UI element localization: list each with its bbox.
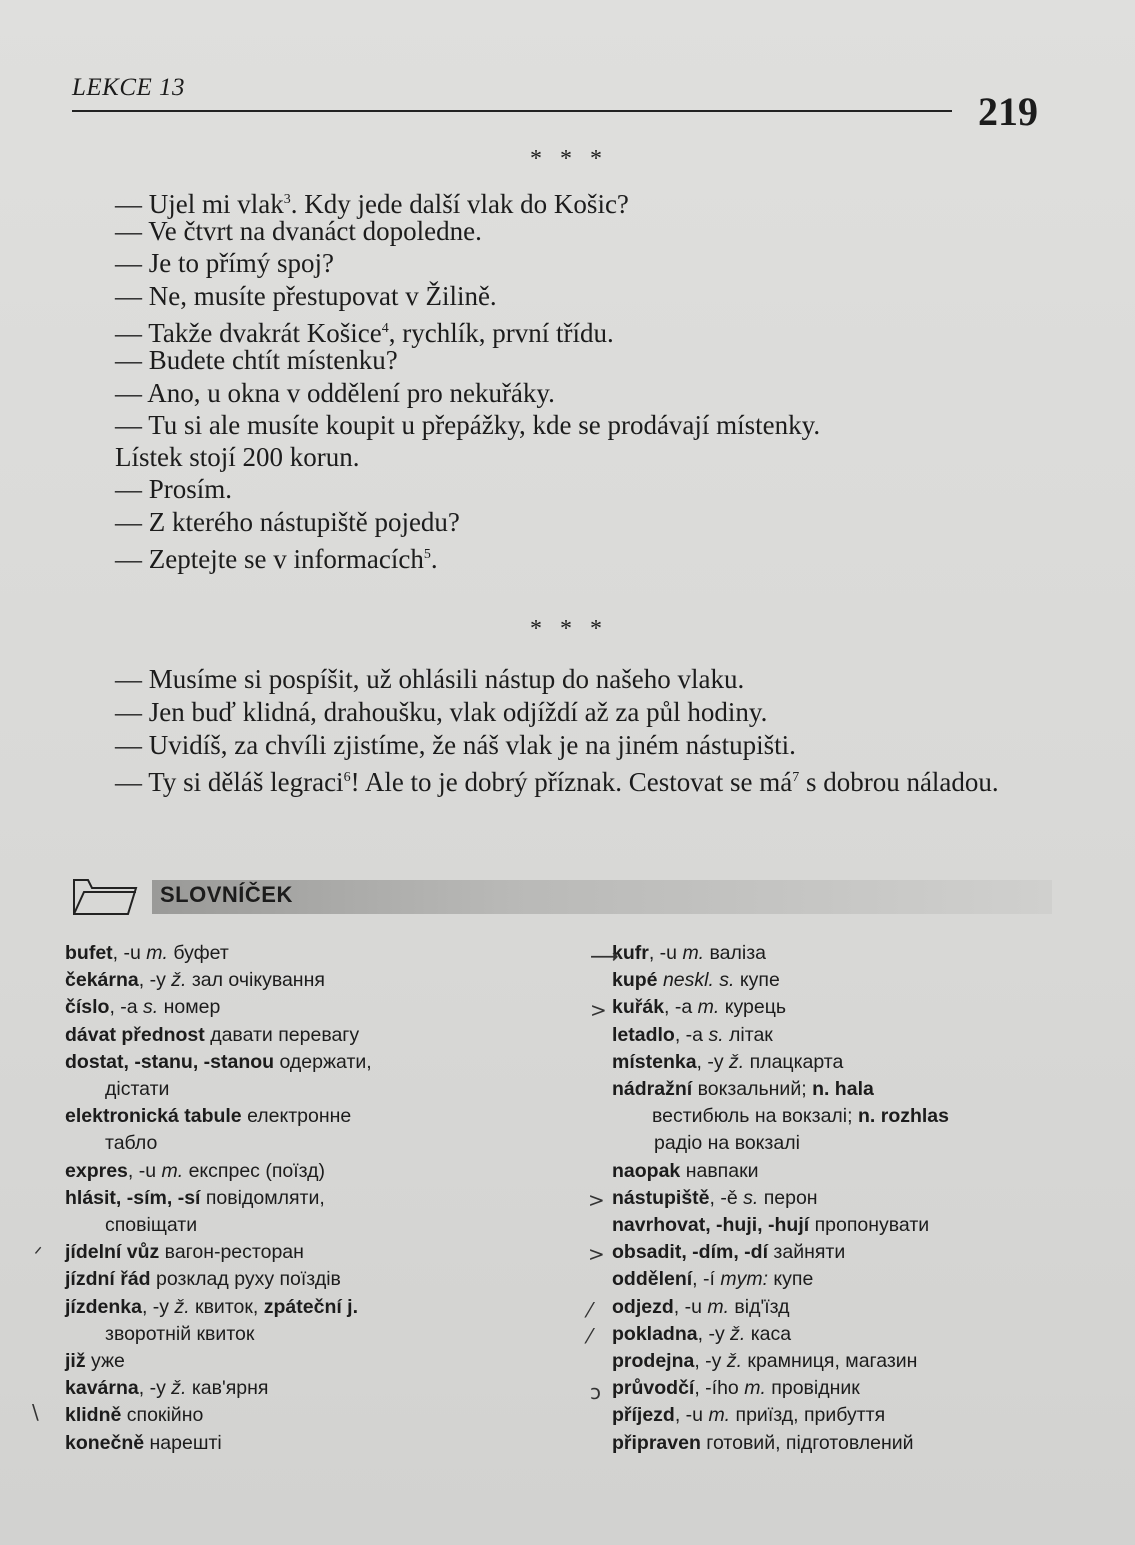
vocab-grammar: , -u xyxy=(674,1404,709,1427)
vocab-term: letadlo xyxy=(612,1023,675,1046)
vocab-term: n. hala xyxy=(812,1078,874,1101)
dialogue-text: — Tu si ale musíte koupit u přepážky, kde se prodávají místenky. xyxy=(115,410,821,440)
vocab-term: expres xyxy=(65,1159,128,1182)
vocab-term: průvodčí xyxy=(612,1377,695,1400)
vocab-translation: зайняти xyxy=(768,1241,846,1264)
vocab-entry xyxy=(612,1294,1072,1321)
vocab-entry xyxy=(612,1022,1072,1049)
vocab-translation: плацкарта xyxy=(744,1050,844,1073)
vocab-translation: дістати xyxy=(105,1078,170,1101)
vocab-grammar: , -ě xyxy=(709,1186,744,1209)
vocab-translation: навпаки xyxy=(680,1159,759,1182)
vocab-entry xyxy=(65,1266,535,1293)
vocab-continuation xyxy=(65,1321,535,1348)
vocab-entry xyxy=(65,1430,535,1457)
vocab-entry xyxy=(612,1430,1072,1457)
vocab-grammar: , -u xyxy=(648,942,683,964)
footnote-ref: 5 xyxy=(423,547,431,562)
vocab-grammar: , -ího xyxy=(694,1377,745,1400)
vocab-translation: буфет xyxy=(167,942,229,964)
vocab-gender: ž. xyxy=(174,1295,190,1318)
vocab-gender: ž. xyxy=(171,1377,187,1400)
dialogue-line xyxy=(115,216,482,247)
dialogue-line xyxy=(115,345,398,376)
dialogue-text: — Z kterého nástupiště pojedu? xyxy=(115,507,460,537)
handwritten-arrow-icon: ⁄ xyxy=(588,1298,592,1322)
vocab-grammar: , -y xyxy=(697,1322,731,1345)
vocab-translation: курець xyxy=(719,996,787,1019)
vocab-term: jízdenka xyxy=(65,1295,142,1318)
vocab-entry xyxy=(612,940,1072,967)
dialogue-line xyxy=(115,248,334,279)
dialogue-line xyxy=(115,697,767,728)
vocab-entry xyxy=(612,1266,1072,1293)
vocab-entry xyxy=(612,1402,1072,1429)
dialogue-text: — Ty si děláš legraci xyxy=(115,767,344,797)
dialogue-text: . Kdy jede další vlak do Košic? xyxy=(290,189,629,219)
dialogue-line xyxy=(115,539,438,575)
dialogue-line xyxy=(115,474,232,505)
dialogue-line xyxy=(115,730,796,761)
vocab-entry xyxy=(65,1185,535,1239)
footnote-ref: 3 xyxy=(283,192,291,207)
vocab-entry xyxy=(65,1294,535,1348)
vocab-translation: нарешті xyxy=(144,1431,222,1454)
vocab-translation: купе xyxy=(734,969,780,992)
vocabulary-right-column xyxy=(612,940,1072,1457)
vocab-gender: mym: xyxy=(720,1268,768,1291)
vocab-translation: сповіщати xyxy=(105,1214,198,1237)
dialogue-line xyxy=(115,281,497,312)
vocab-term: prodejna xyxy=(612,1350,695,1373)
vocab-term: jídelní vůz xyxy=(65,1241,160,1264)
dialogue-text: — Zeptejte se v informacích xyxy=(115,544,424,574)
handwritten-arrow-icon: ⟶ xyxy=(590,944,619,968)
vocab-term: kupé xyxy=(612,969,658,992)
vocab-translation: електронне xyxy=(241,1105,352,1128)
vocab-grammar: , -u xyxy=(127,1159,162,1182)
vocab-term: již xyxy=(65,1350,86,1373)
vocab-gender: s. xyxy=(743,1186,759,1209)
vocab-term: jízdní řád xyxy=(65,1268,151,1291)
vocab-translation: вокзальний; xyxy=(692,1078,813,1101)
vocab-grammar: , -y xyxy=(138,1377,172,1400)
section-marker: * * * xyxy=(530,616,608,642)
vocab-gender: m. xyxy=(697,996,720,1019)
vocab-translation: радіо на вокзалі xyxy=(654,1132,800,1155)
vocab-gender: ž. xyxy=(171,969,187,992)
vocab-entry xyxy=(612,1375,1072,1402)
footnote-ref: 7 xyxy=(792,770,800,785)
handwritten-mark-icon: ᐟ xyxy=(34,1242,43,1266)
footnote-ref: 6 xyxy=(343,770,351,785)
vocab-translation: купе xyxy=(768,1268,814,1291)
vocab-gender: m. xyxy=(161,1159,184,1182)
dialogue-text: Lístek stojí 200 korun. xyxy=(115,442,360,472)
vocab-entry xyxy=(612,1239,1072,1266)
vocab-entry xyxy=(65,1239,535,1266)
vocab-gender: s. xyxy=(143,996,159,1019)
vocab-term: nástupiště xyxy=(612,1186,710,1209)
vocab-term: nádražní xyxy=(612,1078,693,1101)
vocab-translation: валіза xyxy=(704,942,767,964)
vocab-entry xyxy=(612,1049,1072,1076)
vocab-term: navrhovat, -huji, -hují xyxy=(612,1214,810,1237)
vocab-grammar: , -a xyxy=(664,996,698,1019)
dialogue-text: , rychlík, první třídu. xyxy=(388,318,614,348)
vocab-entry xyxy=(612,1158,1072,1185)
vocab-entry xyxy=(612,994,1072,1021)
vocab-gender: m. xyxy=(744,1377,766,1400)
vocab-grammar: , -y xyxy=(694,1350,727,1373)
vocab-gender: m. xyxy=(707,1295,730,1318)
section-marker: * * * xyxy=(530,146,608,172)
vocab-translation: від'їзд xyxy=(729,1295,790,1318)
dialogue-line xyxy=(115,664,744,695)
vocab-translation: вестибюль на вокзалі; xyxy=(652,1105,858,1128)
dialogue-line xyxy=(115,313,614,349)
handwritten-arrow-icon: ⁄ xyxy=(588,1324,592,1348)
vocab-translation: пропонувати xyxy=(809,1214,930,1237)
dialogue-line xyxy=(115,378,555,409)
vocab-translation: розклад руху поїздів xyxy=(150,1268,341,1291)
vocab-entry xyxy=(65,1348,535,1375)
dialogue-line xyxy=(115,184,629,220)
vocab-translation: каса xyxy=(745,1322,792,1345)
vocab-translation: готовий, підготовлений xyxy=(700,1431,914,1454)
vocab-translation: зворотній квиток xyxy=(105,1322,255,1345)
vocab-term: odjezd xyxy=(612,1295,674,1318)
vocab-term: čekárna xyxy=(65,969,139,992)
vocab-translation: номер xyxy=(158,996,221,1019)
vocab-entry xyxy=(612,1212,1072,1239)
vocab-translation: перон xyxy=(758,1186,818,1209)
vocab-grammar: , -í xyxy=(692,1268,721,1291)
vocab-translation: квиток, xyxy=(189,1295,264,1318)
dialogue-text: — Ne, musíte přestupovat v Žilině. xyxy=(115,281,497,311)
vocabulary-left-column xyxy=(65,940,535,1457)
vocab-gender: ž. xyxy=(730,1322,746,1345)
vocab-translation: кав'ярня xyxy=(186,1377,269,1400)
vocab-term: číslo xyxy=(65,996,110,1019)
vocab-entry xyxy=(65,940,535,967)
vocab-gender: m. xyxy=(708,1404,731,1427)
vocab-grammar: , -y xyxy=(696,1050,730,1073)
dialogue-line xyxy=(115,442,360,473)
vocab-term: elektronická tabule xyxy=(65,1105,242,1128)
vocab-translation: літак xyxy=(723,1023,773,1046)
vocab-term: dostat, -stanu, -stanou xyxy=(65,1050,275,1073)
dialogue-text: — Prosím. xyxy=(115,474,233,504)
vocab-entry xyxy=(65,1375,535,1402)
dialogue-text: — Je to přímý spoj? xyxy=(115,248,334,278)
vocab-term: klidně xyxy=(65,1404,122,1427)
vocab-translation: експрес (поїзд) xyxy=(183,1159,326,1182)
vocab-entry xyxy=(65,967,535,994)
vocab-entry xyxy=(65,1103,535,1157)
vocab-gender: s. xyxy=(708,1023,724,1046)
vocab-term: kufr xyxy=(612,942,649,964)
vocab-grammar: , -y xyxy=(138,969,172,992)
lesson-title: LEKCE 13 xyxy=(72,74,186,101)
vocab-translation: зал очікування xyxy=(186,969,325,992)
vocab-translation: повідомляти, xyxy=(200,1186,325,1209)
vocab-term: příjezd xyxy=(612,1404,675,1427)
vocab-term: obsadit, -dím, -dí xyxy=(612,1241,768,1264)
vocab-grammar: , -a xyxy=(674,1023,709,1046)
dialogue-line xyxy=(115,410,820,441)
dialogue-text: ! Ale to je dobrý příznak. Cestovat se má xyxy=(350,767,793,797)
vocab-grammar: , -a xyxy=(109,996,144,1019)
vocab-grammar: , -u xyxy=(673,1295,708,1318)
vocab-term: naopak xyxy=(612,1159,681,1182)
vocab-entry xyxy=(612,967,1072,994)
vocab-term: oddělení xyxy=(612,1268,693,1291)
vocab-translation: спокійно xyxy=(121,1404,204,1427)
handwritten-mark-icon: \ xyxy=(32,1400,39,1424)
vocab-term: zpáteční j. xyxy=(263,1295,359,1318)
vocab-gender: neskl. s. xyxy=(662,969,735,992)
vocab-translation: одержати, xyxy=(274,1050,372,1073)
vocab-term: pokladna xyxy=(612,1322,698,1345)
folder-icon xyxy=(70,870,140,920)
handwritten-arrow-icon: > xyxy=(590,998,607,1022)
dialogue-text: — Uvidíš, za chvíli zjistíme, že náš vlak je na jiném nástupišti. xyxy=(115,730,796,760)
vocab-term: připraven xyxy=(612,1431,701,1454)
vocab-continuation xyxy=(65,1130,535,1157)
dialogue-text: — Jen buď klidná, drahoušku, vlak odjíždí až za půl hodiny. xyxy=(115,697,768,727)
vocab-entry xyxy=(65,1402,535,1429)
dialogue-text: — Musíme si pospíšit, už ohlásili nástup do našeho vlaku. xyxy=(115,664,745,694)
vocab-grammar: , -y xyxy=(141,1295,175,1318)
dialogue-text: — Ano, u okna v oddělení pro nekuřáky. xyxy=(115,378,555,408)
vocab-entry xyxy=(612,1321,1072,1348)
vocab-term: konečně xyxy=(65,1431,145,1454)
vocab-gender: ž. xyxy=(729,1050,745,1073)
vocab-gender: m. xyxy=(682,942,705,964)
vocab-entry xyxy=(612,1185,1072,1212)
dialogue-text: s dobrou náladou. xyxy=(799,767,999,797)
vocab-translation: вагон-ресторан xyxy=(159,1241,304,1264)
vocab-translation: крамниця, магазин xyxy=(742,1350,918,1373)
vocab-translation: уже xyxy=(85,1350,125,1373)
footnote-ref: 4 xyxy=(381,321,389,336)
vocab-grammar: , -u xyxy=(112,942,147,964)
dialogue-text: — Budete chtít místenku? xyxy=(115,345,398,375)
vocab-translation: табло xyxy=(105,1132,158,1155)
dialogue-text: . xyxy=(430,544,438,574)
vocab-gender: ž. xyxy=(726,1350,743,1373)
page-header xyxy=(72,72,952,112)
vocab-continuation xyxy=(65,1212,535,1239)
vocab-continuation xyxy=(612,1130,1072,1157)
vocab-translation: провідник xyxy=(765,1377,860,1400)
vocab-term: n. rozhlas xyxy=(857,1105,950,1128)
dialogue-2-last-line xyxy=(70,762,1055,798)
vocabulary-header xyxy=(70,870,1055,920)
dialogue-text: — Ujel mi vlak xyxy=(115,189,284,219)
dialogue-text: — Ve čtvrt na dvanáct dopoledne. xyxy=(115,216,482,246)
vocab-entry xyxy=(612,1076,1072,1158)
vocab-continuation xyxy=(65,1076,535,1103)
vocab-term: kavárna xyxy=(65,1377,139,1400)
dialogue-text: — Takže dvakrát Košice xyxy=(115,318,382,348)
dialogue-line xyxy=(115,507,460,538)
vocab-entry xyxy=(65,1158,535,1185)
vocab-term: kuřák xyxy=(612,996,665,1019)
handwritten-arrow-icon: > xyxy=(588,1242,605,1266)
vocab-entry xyxy=(65,1022,535,1049)
vocab-entry xyxy=(65,1049,535,1103)
handwritten-mark-icon: ↄ xyxy=(590,1380,601,1404)
handwritten-arrow-icon: > xyxy=(588,1188,605,1212)
vocab-entry xyxy=(612,1348,1072,1375)
page-number: 219 xyxy=(978,89,1038,134)
vocab-translation: приїзд, прибуття xyxy=(730,1404,886,1427)
vocab-gender: m. xyxy=(146,942,168,964)
vocabulary-title: SLOVNÍČEK xyxy=(160,882,293,907)
vocab-translation: давати перевагу xyxy=(204,1023,360,1046)
vocab-term: bufet xyxy=(65,942,113,964)
vocab-term: místenka xyxy=(612,1050,697,1073)
vocab-entry xyxy=(65,994,535,1021)
vocab-term: hlásit, -sím, -sí xyxy=(65,1186,201,1209)
vocab-term: dávat přednost xyxy=(65,1023,205,1046)
vocab-continuation xyxy=(612,1103,1072,1130)
